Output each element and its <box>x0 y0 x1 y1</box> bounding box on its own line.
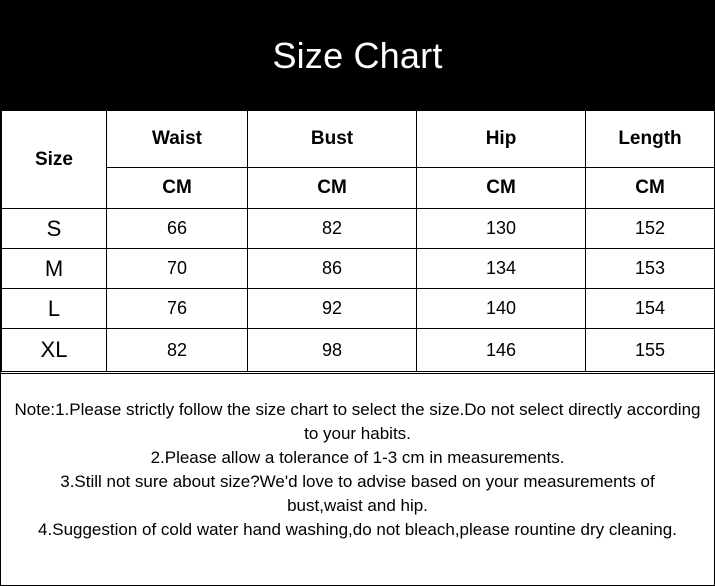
waist-value: 76 <box>166 298 188 318</box>
unit-cell-length <box>586 168 715 209</box>
size-value: L <box>47 295 61 321</box>
unit-label: CM <box>162 177 192 198</box>
bust-value: 98 <box>321 339 343 360</box>
size-cell <box>2 249 107 289</box>
table-row <box>2 329 715 372</box>
unit-cell-waist <box>107 168 248 209</box>
value-cell <box>586 289 715 329</box>
column-header-length <box>586 111 715 168</box>
value-cell <box>417 249 586 289</box>
column-header-label: Waist <box>152 128 202 149</box>
size-cell <box>2 329 107 372</box>
length-value: 153 <box>634 258 666 278</box>
length-value: 152 <box>634 218 666 238</box>
value-cell <box>248 329 417 372</box>
value-cell <box>586 209 715 249</box>
value-cell <box>248 289 417 329</box>
hip-value: 134 <box>485 258 517 278</box>
unit-label: CM <box>486 177 516 198</box>
size-cell <box>2 209 107 249</box>
note-3: 3.Still not sure about size?We'd love to advise based on your measurements of bust,waist and hip. <box>60 472 655 515</box>
unit-label: CM <box>317 177 347 198</box>
unit-cell-hip <box>417 168 586 209</box>
size-value: M <box>44 255 64 281</box>
title-banner <box>1 1 714 110</box>
column-header-label: Bust <box>310 128 354 149</box>
size-cell <box>2 289 107 329</box>
value-cell <box>107 209 248 249</box>
column-header-label: Hip <box>485 128 517 149</box>
bust-value: 92 <box>321 298 343 318</box>
table-header-row <box>2 111 715 168</box>
value-cell <box>107 329 248 372</box>
notes-section <box>1 373 714 585</box>
column-header-hip <box>417 111 586 168</box>
hip-value: 140 <box>485 298 517 318</box>
hip-value: 146 <box>485 339 517 360</box>
value-cell <box>417 289 586 329</box>
column-header-bust <box>248 111 417 168</box>
column-header-waist <box>107 111 248 168</box>
column-header-label: Length <box>618 128 682 149</box>
value-cell <box>248 209 417 249</box>
note-2: 2.Please allow a tolerance of 1-3 cm in measurements. <box>150 448 565 467</box>
length-value: 154 <box>634 298 666 318</box>
value-cell <box>107 249 248 289</box>
value-cell <box>586 329 715 372</box>
bust-value: 82 <box>321 218 343 238</box>
size-header-label: Size <box>34 148 74 170</box>
size-table <box>1 110 715 372</box>
value-cell <box>248 249 417 289</box>
unit-label: CM <box>635 177 665 198</box>
value-cell <box>586 249 715 289</box>
hip-value: 130 <box>485 218 517 238</box>
waist-value: 82 <box>166 339 188 360</box>
value-cell <box>107 289 248 329</box>
length-value: 155 <box>634 339 666 360</box>
value-cell <box>417 209 586 249</box>
size-value: S <box>46 215 62 241</box>
unit-cell-bust <box>248 168 417 209</box>
table-row <box>2 209 715 249</box>
note-4: 4.Suggestion of cold water hand washing,do not bleach,please rountine dry cleaning. <box>38 520 677 539</box>
waist-value: 70 <box>166 258 188 278</box>
page-title: Size Chart <box>272 34 443 76</box>
bust-value: 86 <box>321 258 343 278</box>
table-row <box>2 249 715 289</box>
waist-value: 66 <box>166 218 188 238</box>
size-value: XL <box>40 337 68 362</box>
size-header-cell <box>2 111 107 209</box>
table-row <box>2 289 715 329</box>
value-cell <box>417 329 586 372</box>
unit-row <box>2 168 715 209</box>
note-1: Note:1.Please strictly follow the size chart to select the size.Do not select directly according to your habits. <box>14 400 701 443</box>
